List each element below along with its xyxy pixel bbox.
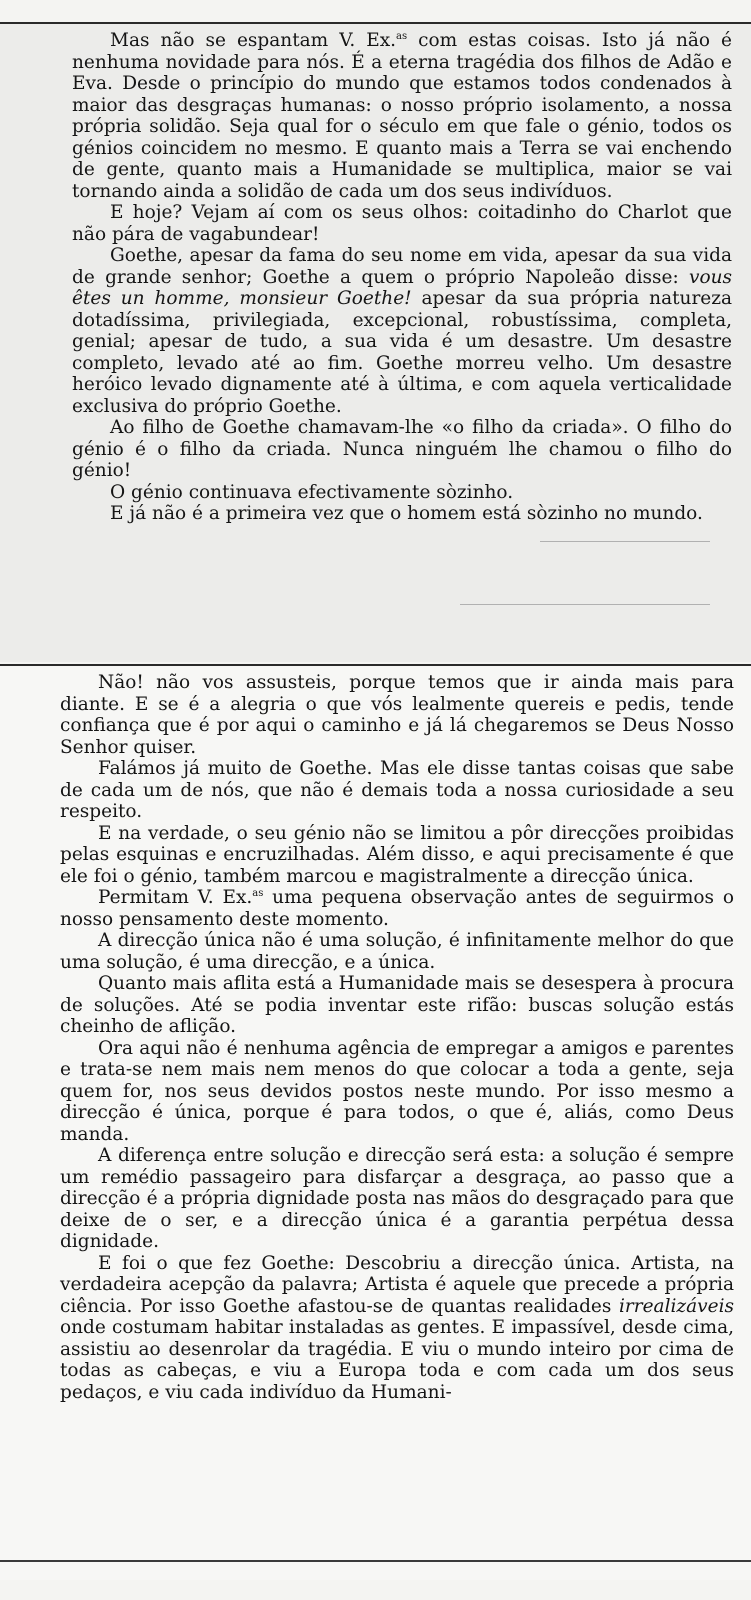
paragraph: E na verdade, o seu génio não se limitou a pôr direcções proibidas pelas esquinas e encruzilhadas. Além disso, e aqui precisamente é que ele foi o génio, também marcou e magistralmente a direcção única.	[60, 822, 734, 887]
paragraph: Não! não vos assusteis, porque temos que ir ainda mais para diante. E se é a alegria o que vós lealmente quereis e pedis, tende confiança que é por aqui o caminho e já lá chegaremos se Deus Nosso Senhor quiser.	[60, 672, 734, 758]
paragraph: Permitam V. Ex.$^{as}$ uma pequena observação antes de seguirmos o nosso pensamento deste momento.	[60, 887, 734, 930]
quoted-phrase: vous êtes un homme, monsieur Goethe!	[72, 266, 732, 309]
paragraph: E foi o que fez Goethe: Descobriu a direcção única. Artista, na verdadeira acepção da palavra; Artista é aquele que precede a própria ciência. Por isso Goethe afastou-se de quantas realidades irrealizáveis onde costumam habitar instaladas as gentes. E impassível, desde cima, assistiu ao desenrolar da tragédia. E viu o mundo inteiro por cima de todas as cabeças, e viu a Europa toda e com cada um dos seus pedaços, e viu cada indivíduo da Humani-	[60, 1252, 734, 1403]
paper-scratch	[460, 604, 710, 605]
paragraph: E já não é a primeira vez que o homem está sòzinho no mundo.	[110, 503, 703, 524]
article-column-top	[72, 30, 732, 525]
superscript-abbreviation: as	[396, 31, 408, 42]
paragraph: Falámos já muito de Goethe. Mas ele disse tantas coisas que sabe de cada um de nós, que não é demais toda a nossa curiosidade a seu respeito.	[60, 758, 734, 822]
paragraph: Quanto mais aflita está a Humanidade mais se desespera à procura de soluções. Até se podia inventar este rifão: buscas solução estás cheinho de aflição.	[60, 973, 734, 1037]
paragraph: Ao filho de Goethe chamavam-lhe «o filho da criada». O filho do génio é o filho da criada. Nunca ninguém lhe chamou o filho do génio!	[72, 417, 732, 481]
paragraph: Ora aqui não é nenhuma agência de empregar a amigos e parentes e trata-se nem mais nem menos do que colocar a toda a gente, seja quem for, nos seus devidos postos neste mundo. Por isso mesmo a direcção é única, porque é para todos, o que é, aliás, como Deus manda.	[60, 1037, 734, 1145]
paragraph: A diferença entre solução e direcção será esta: a solução é sempre um remédio passageiro para disfarçar a desgraça, ao passo que a direcção é a própria dignidade posta nas mãos do desgraçado para que deixe de o ser, e a direcção única é a garantia perpétua dessa dignidade.	[60, 1145, 734, 1252]
newspaper-clipping-top	[0, 22, 751, 662]
paragraph: A direcção única não é uma solução, é infinitamente melhor do que uma solução, é uma direcção, e a única.	[60, 930, 734, 973]
paragraph: E hoje? Vejam aí com os seus olhos: coitadinho do Charlot que não pára de vagabundear!	[72, 202, 732, 245]
newspaper-clipping-bottom	[0, 664, 751, 1580]
article-column-bottom	[60, 672, 734, 1403]
paragraph: O génio continuava efectivamente sòzinho.	[110, 481, 514, 503]
superscript-abbreviation: as	[252, 888, 264, 899]
paragraph: Goethe, apesar da fama do seu nome em vida, apesar da sua vida de grande senhor; Goethe a quem o próprio Napoleão disse: vous êtes un homme, monsieur Goethe! apesar da sua própria natureza dotadíssima, privilegiada, excepcional, robustíssima, completa, genial; apesar de tudo, a sua vida é um desastre. Um desastre completo, levado até ao fim. Goethe morreu velho. Um desastre heróico levado dignamente até à última, e com aquela verticalidade exclusiva do próprio Goethe.	[72, 245, 733, 417]
italic-word: irrealizáveis	[618, 1295, 734, 1317]
paragraph: Mas não se espantam V. Ex.$^{as}$ com estas coisas. Isto já não é nenhuma novidade para nós. É a eterna tragédia dos filhos de Adão e Eva. Desde o princípio do mundo que estamos todos condenados à maior das desgraças humanas: o nosso próprio isolamento, a nossa própria solidão. Seja qual for o século em que fale o génio, todos os génios coincidem no mesmo. E quanto mais a Terra se vai enchendo de gente, quanto mais a Humanidade se multiplica, maior se vai tornando ainda a solidão de cada um dos seus indivíduos.	[72, 30, 732, 202]
paper-scratch	[540, 541, 710, 542]
clipping-bottom-edge	[0, 1560, 751, 1562]
